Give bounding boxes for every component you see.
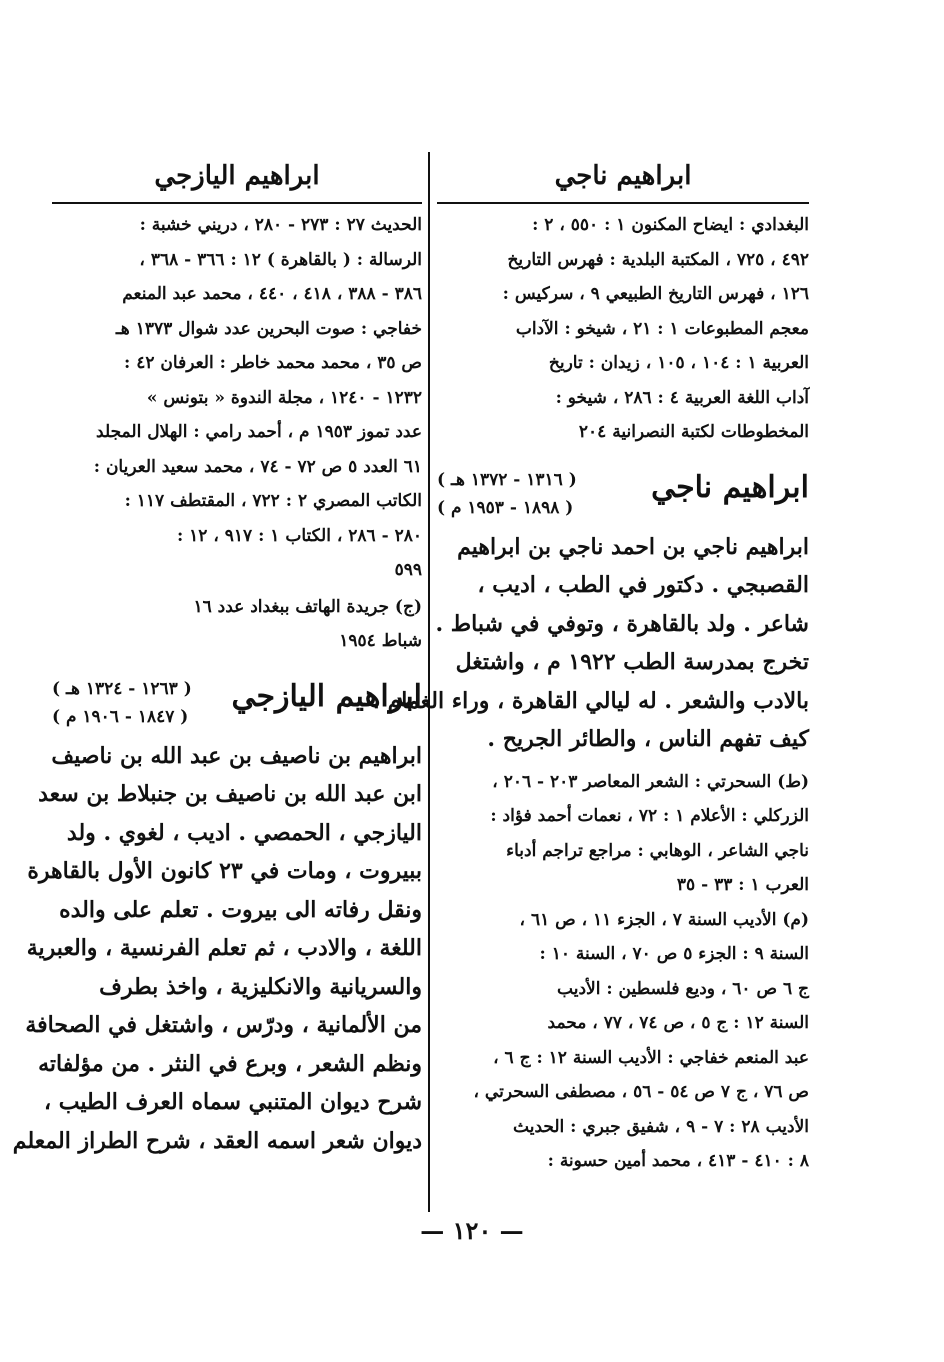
reference-line: ٢٨٠ - ٢٨٦ ، الكتاب ١ : ٩١٧ ، ١٢ : <box>176 525 422 546</box>
bio-line: ونقل رفاته الى بيروت . تعلم على والده <box>59 896 422 923</box>
bio-line: اليازجي ، الحمصي . اديب ، لغوي . ولد <box>66 819 422 846</box>
bio-line: اللغة ، والادب ، ثم تعلم الفرنسية ، والعبرية <box>26 935 422 961</box>
source-line: ج ٦ ص ٦٠ ، وديع فلسطين : الأديب <box>557 978 809 999</box>
right-references <box>437 208 809 450</box>
reference-line: ٥٩٩ <box>394 560 422 580</box>
source-line: السنة ١٢ : ج ٥ ، ص ٧٤ ، ٧٧ ، محمد <box>547 1013 809 1033</box>
bio-line: شرح ديوان المتنبي سماه العرف الطيب ، <box>43 1089 422 1115</box>
bio-line: بالادب والشعر . له ليالي القاهرة ، وراء الغمام ، <box>372 687 809 714</box>
bio-yaziji <box>12 737 422 1161</box>
reference-line: البغدادي : ايضاح المكنون ١ : ٥٥٠ ، ٢ : <box>532 215 809 235</box>
source-line: (م) الأديب السنة ٧ ، الجزء ١١ ، ص ٦١ ، <box>519 909 809 930</box>
bio-line: ابن عبد الله بن ناصيف بن جنبلاط بن سعد <box>38 781 422 807</box>
bio-line: كيف تفهم الناس ، والطائر الجريح . <box>487 726 809 752</box>
bio-line: شاعر . ولد بالقاهرة ، وتوفي في شباط . <box>435 610 809 637</box>
bio-line: تخرج بمدرسة الطب ١٩٢٢ م ، واشتغل <box>455 649 809 675</box>
source-line: ٨ : ٤١٠ - ٤١٣ ، محمد أمين حسونة : <box>547 1151 809 1171</box>
bio-line: من الألمانية ، ودرّس ، واشتغل في الصحافة <box>25 1012 422 1038</box>
dates-gregorian: ( ١٨٩٨ - ١٩٥٣ م ) <box>437 497 574 518</box>
journal-line: (ج) جريدة الهاتف ببغداد عدد ١٦ <box>193 596 422 617</box>
journal-line: شباط ١٩٥٤ <box>339 631 422 651</box>
entry-name-naji: ابراهيم ناجي <box>651 469 809 505</box>
entry-dates-naji <box>437 466 577 522</box>
source-line: عبد المنعم خفاجي : الأديب السنة ١٢ : ج ٦ ، <box>493 1047 809 1068</box>
dates-hijri: ( ١٢٦٣ - ١٣٢٤ هـ ) <box>52 678 192 699</box>
reference-line: المخطوطات لكتبة النصرانية ٢٠٤ <box>578 422 809 442</box>
source-line: الأديب ٢٨ : ٧ - ٩ ، شفيق جبري : الحديث <box>513 1116 809 1137</box>
entry-header-naji <box>437 466 809 528</box>
right-column-heading: ابراهيم ناجي <box>554 161 692 191</box>
reference-line: ١٢٣٢ - ١٢٤٠ ، مجلة الندوة « بتونس » <box>146 387 422 408</box>
reference-line: الرسالة : ( بالقاهرة ) ١٢ : ٣٦٦ - ٣٦٨ ، <box>139 249 422 270</box>
reference-line: ص ٣٥ ، محمد محمد خاطر : العرفان ٤٢ : <box>124 353 422 373</box>
left-column-heading: ابراهيم اليازجي <box>154 161 320 191</box>
reference-line: العربية ١ : ١٠٤ ، ١٠٥ ، زيدان : تاريخ <box>548 353 809 373</box>
bio-line: والسريانية والانكليزية ، واخذ بطرف <box>99 973 422 1000</box>
reference-line: الكاتب المصري ٢ : ٧٢٢ ، المقتطف ١١٧ : <box>124 491 422 511</box>
bio-line: ببيروت ، ومات في ٢٣ كانون الأول بالقاهرة <box>27 858 422 884</box>
bio-line: ابراهيم بن ناصيف بن عبد الله بن ناصيف <box>51 742 422 769</box>
reference-line: الحديث ٢٧ : ٢٧٣ - ٢٨٠ ، دريني خشبة : <box>139 215 422 235</box>
entry-name-yaziji: ابراهيم اليازجي <box>231 678 422 714</box>
bio-line: ابراهيم ناجي بن احمد ناجي بن ابراهيم <box>457 533 809 560</box>
sources-naji <box>437 765 809 1179</box>
reference-line: ٣٨٦ - ٣٨٨ ، ٤١٨ ، ٤٤٠ ، محمد عبد المنعم <box>122 284 422 304</box>
entry-dates-yaziji <box>52 675 192 731</box>
left-references <box>52 208 422 588</box>
entry-header-yaziji <box>52 675 422 737</box>
source-line: العرب ١ : ٣٣ - ٣٥ <box>676 875 809 895</box>
reference-line: عدد تموز ١٩٥٣ م ، أحمد رامي : الهلال المجلد <box>96 422 422 442</box>
source-line: ناجي الشاعر ، الوهابي : مراجع تراجم أدباء <box>506 840 809 861</box>
reference-line: ٦١ العدد ٥ ص ٧٢ - ٧٤ ، محمد سعيد العريان : <box>93 456 422 477</box>
source-line: السنة ٩ : الجزء ٥ ص ٧٠ ، السنة ١٠ : <box>539 944 809 964</box>
page-number: — ١٢٠ — <box>420 1216 524 1245</box>
bio-line: ونظم الشعر ، وبرع في النثر . من مؤلفاته <box>38 1050 422 1077</box>
source-line: ص ٧٦ ، ج ٧ ص ٥٤ - ٥٦ ، مصطفى السحرتي ، <box>473 1082 809 1102</box>
reference-line: آداب اللغة العربية ٤ : ٢٨٦ ، شيخو : <box>555 387 809 408</box>
bio-line: القصبجي . دكتور في الطب ، اديب ، <box>477 572 809 598</box>
journal-reference <box>52 590 422 659</box>
reference-line: ٤٩٢ ، ٧٢٥ ، المكتبة البلدية : فهرس التاريخ <box>507 249 809 270</box>
reference-line: خفاجي : صوت البحرين عدد شوال ١٣٧٣ هـ <box>115 318 422 339</box>
source-line: (ط) السحرتي : الشعر المعاصر ٢٠٣ - ٢٠٦ ، <box>492 771 809 792</box>
source-line: الزركلي : الأعلام ١ : ٧٢ ، نعمات أحمد فؤاد : <box>490 806 809 826</box>
dates-gregorian: ( ١٨٤٧ - ١٩٠٦ م ) <box>52 706 189 727</box>
left-column <box>12 150 422 1160</box>
reference-line: معجم المطبوعات ١ : ٢١ ، شيخو : الآداب <box>515 318 809 339</box>
reference-line: ١٢٦ ، فهرس التاريخ الطبيعي ٩ ، سركيس : <box>502 284 809 304</box>
dates-hijri: ( ١٣١٦ - ١٣٧٢ هـ ) <box>437 469 577 490</box>
bio-line: ديوان شعر اسمه العقد ، شرح الطراز المعلم <box>12 1127 422 1154</box>
